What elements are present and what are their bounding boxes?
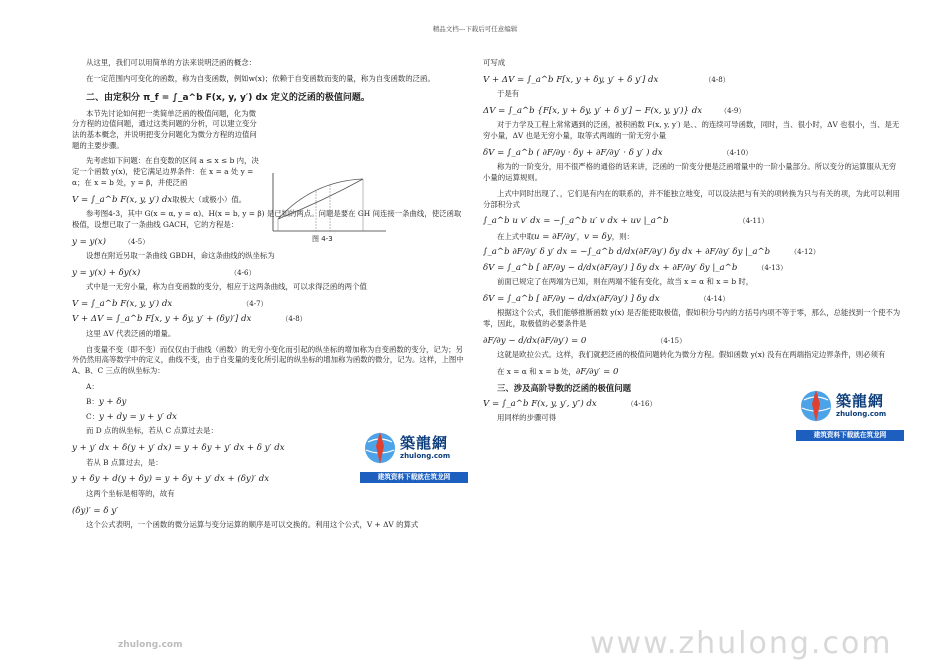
- logo-url: zhulong.com: [836, 410, 887, 418]
- equation-4-12: ∫_a^b ∂F/∂y′ δ y′ dx = −∫_a^b d/dx(∂F/∂y′) δy dx + ∂F/∂y′ δy |_a^b （4-12）: [483, 247, 820, 258]
- section-heading: 三、涉及高阶导数的泛函的极值问题: [497, 383, 631, 394]
- figure-caption: 图 4-3: [312, 235, 333, 243]
- paragraph: 式中是一无穷小量，称为自变函数的变分，相应于这两条曲线，可以求得泛函的两个值: [86, 282, 367, 292]
- paragraph: 根据这个公式，我们能够推断函数 y(x) 是否能使取极值，假如积分号内的方括号内项不等于零，那么，总能找到一个使不为零，因此，取极值的必要条件是: [483, 308, 901, 328]
- zhulong-logo: [796, 386, 904, 446]
- paragraph: 而 D 点的纵坐标，若从 C 点算过去是：: [86, 426, 218, 436]
- equation-4-14: δV = ∫_a^b [ ∂F/∂y − d/dx(∂F/∂y′) ] δy dx （4-14）: [483, 293, 730, 304]
- paragraph: 用同样的步骤可得: [497, 412, 557, 422]
- label-a: A：: [86, 381, 99, 391]
- paragraph: 上式中同时出现了、，它们是有内在的联系的，并不能独立地变，可以设法把与有关的项转换为只与有关的项，为此可以利用分部积分式: [483, 188, 900, 209]
- paragraph: 这就是欧拉公式。这样，我们就把泛函的极值问题转化为微分方程。假如函数 y(x) 没有在两端指定边界条件，则必须有: [497, 350, 886, 360]
- equation-4-9: ΔV = ∫_a^b {F[x, y + δy, y′ + δ y′] − F(x, y, y′)} dx （4-9）: [483, 105, 746, 116]
- equation: y + y′ dx + δ(y + y′ dx) = y + δy + y′ dx + δ y′ dx: [72, 443, 285, 454]
- paragraph: 前面已规定了在两端为已知，则在两端不能有变化，故当 x = α 和 x = b 时，: [497, 277, 754, 287]
- paragraph: 称为的一阶变分，用不很严格的通俗的话来讲，泛函的一阶变分便是泛函增量中的一阶小量部分。所以变分的运算服从无穷小量的运算规则。: [483, 162, 897, 183]
- equation-4-10: δV = ∫_a^b ( ∂F/∂y · δy + ∂F/∂y′ · δ y′ ) dx （4-10）: [483, 147, 753, 158]
- paragraph: 这里 ΔV 代表泛函的增量。: [86, 328, 176, 338]
- equation: (δy)′ = δ y′: [72, 505, 119, 516]
- paragraph: 先考虑如下问题：在自变数的区间 a ≤ x ≤ b 内，决定一个函数 y(x)，使它满足边界条件：在 x = a 处 y = α；在 x = b 处，y = β，并使泛函: [72, 156, 259, 187]
- logo-name: 築龍網: [836, 392, 885, 410]
- equation-4-8r: V + ΔV = ∫_a^b F[x, y + δy, y′ + δ y′] dx （4-8）: [483, 74, 730, 85]
- watermark-url: www.zhulong.com: [590, 626, 893, 661]
- logo-slogan: 建筑资料下载就在筑龙网: [360, 472, 468, 483]
- equation-4-15: ∂F/∂y − d/dx(∂F/∂y′) = 0 （4-15）: [483, 335, 687, 346]
- paragraph: 于是有: [497, 89, 520, 99]
- equation: y + δy + d(y + δy) = y + δy + y′ dx + (δy)′ dx: [72, 474, 270, 485]
- paragraph: 设想在附近另取一条曲线 GBDH，命这条曲线的纵坐标为: [86, 251, 275, 261]
- equation: 在 x = α 和 x = b 处，∂F/∂y′ = 0: [497, 366, 619, 377]
- paragraph: 本节先讨论如何把一类简单泛函的极值问题，化为微分方程的边值问题，通过这类问题的分析，可以建立变分法的基本概念，并说明把变分问题化为微分方程的边值问题的主要步骤。: [72, 108, 257, 150]
- logo-url: zhulong.com: [400, 452, 451, 460]
- paragraph: 可写成: [483, 58, 506, 67]
- paragraph: 对于力学及工程上常常遇到的泛函，被积函数 F(x, y, y′) 是、、的连续可导函数，同时，当、很小时，ΔV 也很小，当、是无穷小量，ΔV 也是无穷小量，取等式两端的一阶无穷小量: [483, 120, 900, 141]
- page-header: 精品文档---下载后可任意编辑: [432, 25, 518, 33]
- equation: B：y + δy: [86, 396, 127, 407]
- equation-4-8: V + ΔV = ∫_a^b F[x, y + δy, y′ + (δy)′] dx （4-8）: [72, 314, 307, 325]
- equation: 在上式中取u = ∂F/∂y′，v = δy，则：: [497, 231, 634, 242]
- paragraph: 参考图4-3，其中 G(x = α, y = α)、H(x = b, y = β) 是已知的两点。问题是要在 GH 间连接一条曲线，使泛函取极值，设想已取了一条曲线 GACH，它的方程是：: [72, 209, 462, 229]
- equation-4-5: y = y(x) （4-5）: [72, 236, 150, 247]
- equation-4-13: δV = ∫_a^b [ ∂F/∂y − d/dx(∂F/∂y′) ] δy dx + ∂F/∂y′ δy |_a^b （4-13）: [483, 262, 788, 273]
- equation-4-7: V = ∫_a^b F(x, y, y′) dx （4-7）: [72, 298, 268, 309]
- equation-4-16: V = ∫_a^b F(x, y, y′, y″) dx （4-16）: [483, 398, 657, 409]
- paragraph: 自变量不变（即不变）而仅仅由于曲线（函数）的无穷小变化而引起的纵坐标的增加称为自变函数的变分，记为；另外仍然用高等数学中的定义，曲线不变，由于自变量的变化所引起的纵坐标的增加称为函数的微分，记为。这样，上图中 A、B、C 三点的纵坐标为：: [72, 344, 464, 376]
- equation-4-6: y = y(x) + δy(x) （4-6）: [72, 267, 256, 278]
- section-heading: 二、由定积分 π_f = ∫_a^b F(x, y, y′) dx 定义的泛函的极值问题。: [86, 93, 370, 104]
- zhulong-logo: [360, 428, 468, 488]
- equation-4-11: ∫_a^b u v′ dx = −∫_a^b u′ v dx + uv |_a^b （4-11）: [483, 216, 769, 227]
- paragraph: 从这里，我们可以用简单的方法来说明泛函的概念：: [86, 58, 256, 67]
- logo-name: 築龍網: [400, 434, 449, 452]
- equation: C：y + dy = y + y′ dx: [86, 411, 177, 422]
- paragraph: 若从 B 点算过去，是：: [86, 457, 163, 467]
- right-column: [483, 58, 903, 429]
- equation: V = ∫_a^b F(x, y, y′) dx取极大（或极小）值。: [72, 194, 247, 205]
- paragraph: 这两个坐标是相等的，故有: [86, 488, 175, 498]
- paragraph: 在一定范围内可变化的函数，称为自变函数，例如w(x)；依赖于自变函数而变的量，称为自变函数的泛函。: [86, 73, 435, 83]
- paragraph: 这个公式表明，一个函数的微分运算与变分运算的顺序是可以交换的。利用这个公式，V + ΔV 的算式: [86, 520, 419, 529]
- watermark-bottom-left: zhulong.com: [118, 640, 183, 650]
- logo-slogan: 建筑资料下载就在筑龙网: [796, 430, 904, 441]
